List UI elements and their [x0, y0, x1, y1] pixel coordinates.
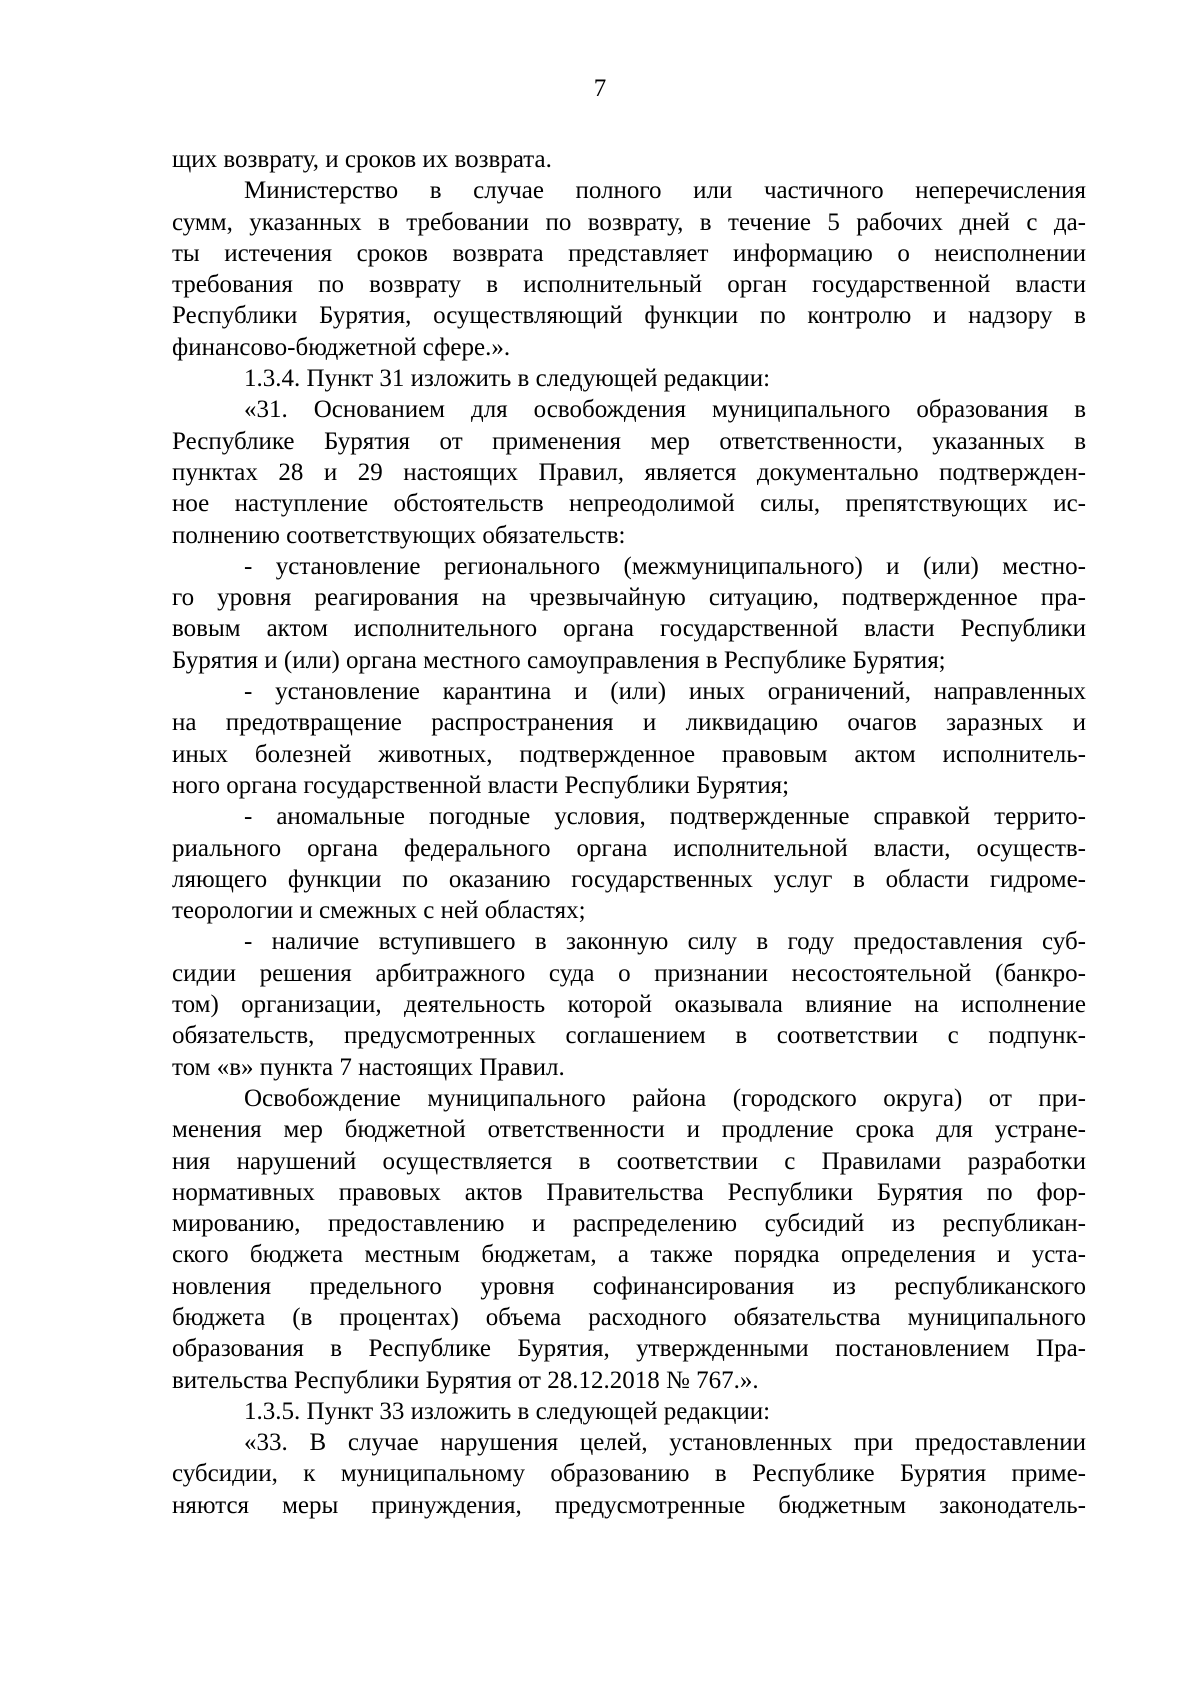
text-line: том) организации, деятельность которой оказывала влияние на исполнение: [172, 991, 1086, 1019]
text-line: ты истечения сроков возврата представляет информацию о неисполнении: [172, 239, 1086, 267]
text-line: - установление регионального (межмуниципального) и (или) местно-: [244, 552, 1086, 580]
text-line: ния нарушений осуществляется в соответствии с Правилами разработки: [172, 1147, 1086, 1175]
text-line: субсидии, к муниципальному образованию в Республике Бурятия приме-: [172, 1460, 1086, 1488]
text-line: ляющего функции по оказанию государственных услуг в области гидроме-: [172, 865, 1086, 893]
text-line: «31. Основанием для освобождения муниципального образования в: [244, 396, 1086, 424]
text-line: Министерство в случае полного или частичного неперечисления: [244, 177, 1086, 205]
text-line: полнению соответствующих обязательств:: [172, 521, 626, 549]
text-line: 1.3.4. Пункт 31 изложить в следующей редакции:: [244, 365, 771, 393]
text-line: обязательств, предусмотренных соглашением в соответствии с подпунк-: [172, 1022, 1086, 1050]
text-line: вительства Республики Бурятия от 28.12.2018 № 767.».: [172, 1366, 759, 1394]
text-line: финансово-бюджетной сфере.».: [172, 333, 511, 361]
text-line: ского бюджета местным бюджетам, а также порядка определения и уста-: [172, 1241, 1086, 1269]
text-line: риального органа федерального органа исполнительной власти, осуществ-: [172, 834, 1086, 862]
text-line: - наличие вступившего в законную силу в году предоставления суб-: [244, 928, 1086, 956]
text-line: - аномальные погодные условия, подтвержденные справкой террито-: [244, 803, 1086, 831]
text-line: Бурятия и (или) органа местного самоуправления в Республике Бурятия;: [172, 646, 946, 674]
text-line: бюджета (в процентах) объема расходного обязательства муниципального: [172, 1303, 1086, 1331]
text-line: «33. В случае нарушения целей, установленных при предоставлении: [244, 1429, 1086, 1457]
text-line: ного органа государственной власти Республики Бурятия;: [172, 771, 790, 799]
text-line: том «в» пункта 7 настоящих Правил.: [172, 1053, 565, 1081]
text-line: теорологии и смежных с ней областях;: [172, 897, 586, 925]
text-line: иных болезней животных, подтвержденное правовым актом исполнитель-: [172, 740, 1086, 768]
text-line: новления предельного уровня софинансирования из республиканского: [172, 1272, 1086, 1300]
text-line: сидии решения арбитражного суда о признании несостоятельной (банкро-: [172, 959, 1086, 987]
text-line: - установление карантина и (или) иных ограничений, направленных: [244, 678, 1086, 706]
text-line: пунктах 28 и 29 настоящих Правил, является документально подтвержден-: [172, 458, 1086, 486]
text-line: менения мер бюджетной ответственности и продление срока для устране-: [172, 1116, 1086, 1144]
text-line: мированию, предоставлению и распределению субсидий из республикан-: [172, 1210, 1086, 1238]
text-line: на предотвращение распространения и ликвидацию очагов заразных и: [172, 709, 1086, 737]
text-line: образования в Республике Бурятия, утвержденными постановлением Пра-: [172, 1335, 1086, 1363]
text-line: нормативных правовых актов Правительства Республики Бурятия по фор-: [172, 1178, 1086, 1206]
text-line: Освобождение муниципального района (городского округа) от при-: [244, 1084, 1086, 1112]
text-line: щих возврату, и сроков их возврата.: [172, 146, 552, 173]
text-line: требования по возврату в исполнительный орган государственной власти: [172, 271, 1086, 299]
text-line: Республики Бурятия, осуществляющий функции по контролю и надзору в: [172, 302, 1086, 330]
text-line: няются меры принуждения, предусмотренные бюджетным законодатель-: [172, 1491, 1086, 1519]
text-line: вовым актом исполнительного органа государственной власти Республики: [172, 615, 1086, 643]
page-number: 7: [593, 75, 607, 102]
text-line: го уровня реагирования на чрезвычайную ситуацию, подтвержденное пра-: [172, 584, 1086, 612]
document-body: [172, 144, 1086, 1521]
text-line: сумм, указанных в требовании по возврату, в течение 5 рабочих дней с да-: [172, 208, 1086, 236]
text-line: Республике Бурятия от применения мер ответственности, указанных в: [172, 427, 1086, 455]
text-line: ное наступление обстоятельств непреодолимой силы, препятствующих ис-: [172, 490, 1086, 518]
text-line: 1.3.5. Пункт 33 изложить в следующей редакции:: [244, 1397, 771, 1425]
